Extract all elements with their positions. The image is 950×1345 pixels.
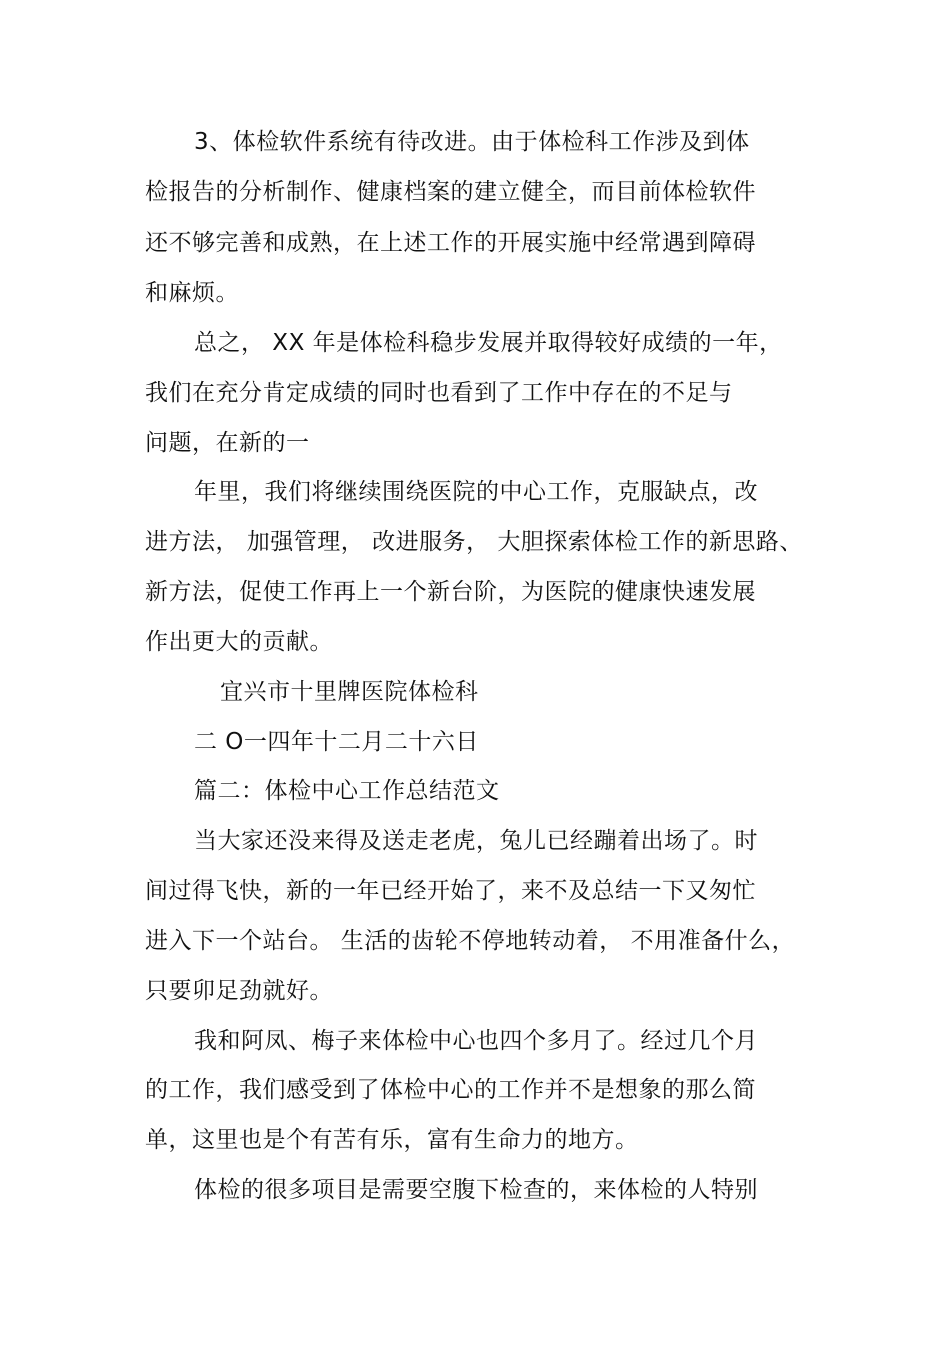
text-line: 总之， XX 年是体检科稳步发展并取得较好成绩的一年， xyxy=(194,330,783,356)
text-line: 进方法， 加强管理， 改进服务， 大胆探索体检工作的新思路、 xyxy=(145,529,803,555)
text-line: 3、体检软件系统有待改进。由于体检科工作涉及到体 xyxy=(194,129,750,155)
text-line: 单，这里也是个有苦有乐，富有生命力的地方。 xyxy=(145,1127,639,1153)
text-line: 新方法，促使工作再上一个新台阶，为医院的健康快速发展 xyxy=(145,579,756,605)
text-line: 检报告的分析制作、健康档案的建立健全，而目前体检软件 xyxy=(145,179,756,205)
text-line: 年里，我们将继续围绕医院的中心工作，克服缺点，改 xyxy=(194,479,758,505)
text-line: 的工作，我们感受到了体检中心的工作并不是想象的那么简 xyxy=(145,1077,756,1103)
text-line: 我和阿凤、梅子来体检中心也四个多月了。经过几个月 xyxy=(194,1028,758,1054)
text-line: 当大家还没来得及送走老虎，兔儿已经蹦着出场了。时 xyxy=(194,828,758,854)
text-line: 我们在充分肯定成绩的同时也看到了工作中存在的不足与 xyxy=(145,380,733,406)
section-heading: 篇二：体检中心工作总结范文 xyxy=(194,778,500,804)
text-line: 只要卯足劲就好。 xyxy=(145,978,333,1004)
text-line: 作出更大的贡献。 xyxy=(145,629,333,655)
text-line: 间过得飞快，新的一年已经开始了，来不及总结一下又匆忙 xyxy=(145,878,756,904)
signature-organization: 宜兴市十里牌医院体检科 xyxy=(220,679,479,705)
text-line: 还不够完善和成熟，在上述工作的开展实施中经常遇到障碍 xyxy=(145,230,756,256)
signature-date: 二 O一四年十二月二十六日 xyxy=(194,729,479,755)
text-line: 问题，在新的一 xyxy=(145,430,310,456)
text-line: 进入下一个站台。 生活的齿轮不停地转动着， 不用准备什么， xyxy=(145,928,796,954)
text-line: 体检的很多项目是需要空腹下检查的，来体检的人特别 xyxy=(194,1177,758,1203)
text-line: 和麻烦。 xyxy=(145,280,239,306)
